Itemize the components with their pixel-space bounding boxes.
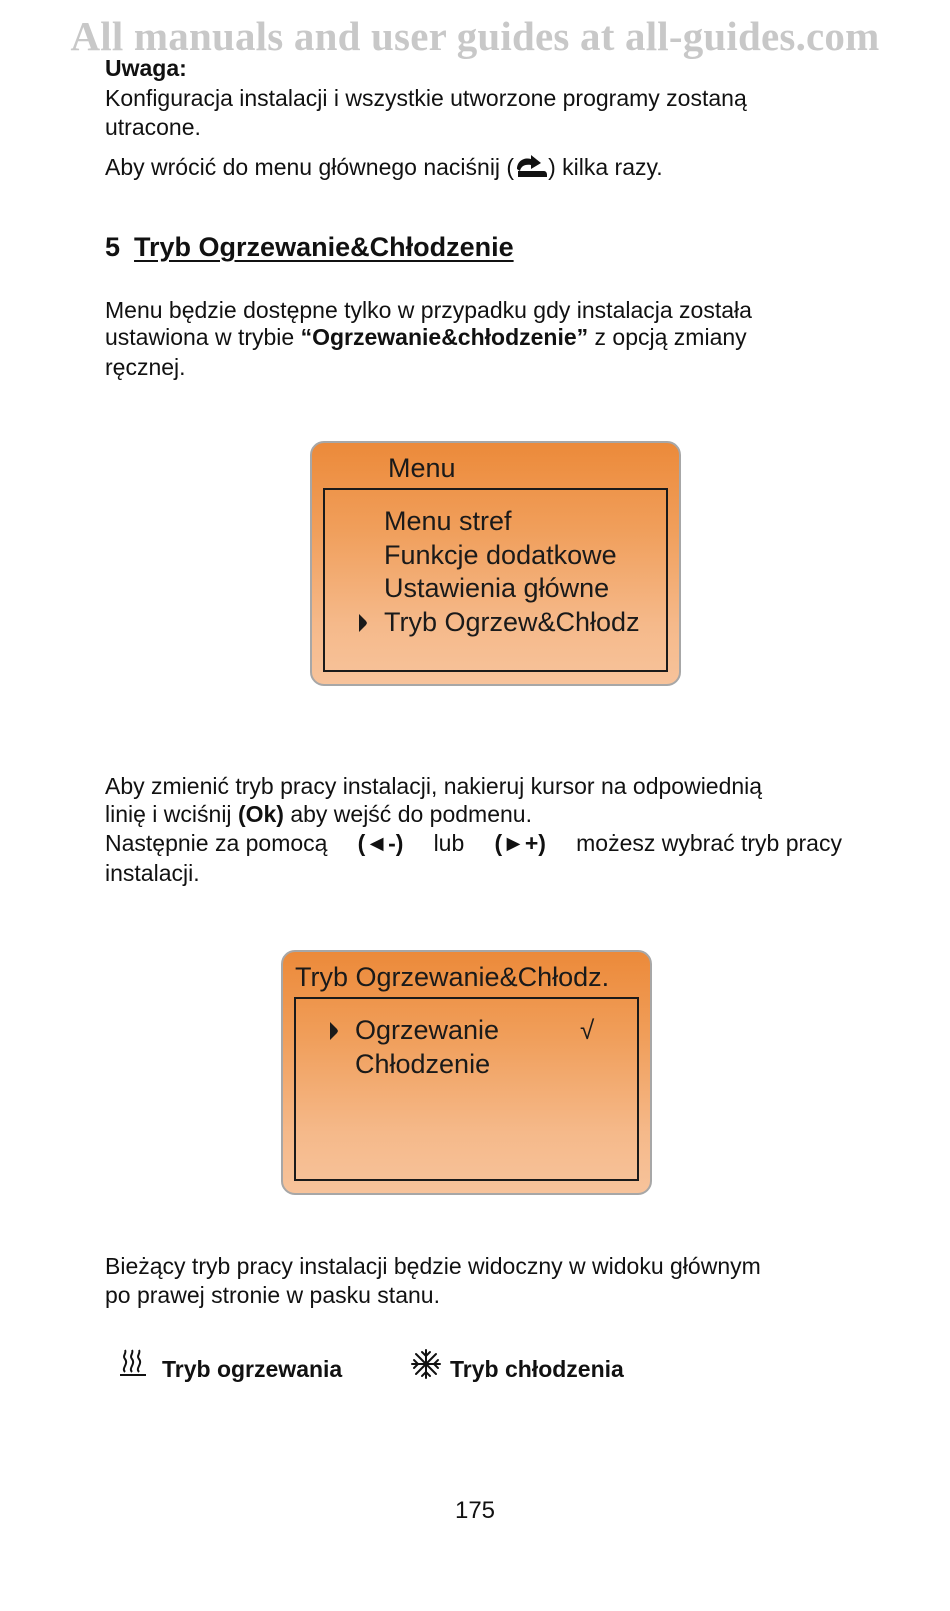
checkmark-icon: √ — [580, 1015, 595, 1045]
lcd-menu-title: Menu — [388, 453, 456, 483]
note-line-2: utracone. — [105, 114, 201, 140]
lcd-mode-title: Tryb Ogrzewanie&Chłodz. — [295, 962, 610, 992]
return-arrow-icon — [514, 155, 548, 186]
instructions-line-2-pre: linię i wciśnij — [105, 801, 238, 827]
cooling-mode-label: Tryb chłodzenia — [450, 1356, 624, 1382]
note-title: Uwaga: — [105, 55, 187, 81]
instructions-line-3-pre: Następnie za pomocą — [105, 830, 328, 856]
heating-icon — [118, 1348, 148, 1378]
lcd-menu-screen — [310, 441, 681, 686]
intro-line-2-bold: “Ogrzewanie&chłodzenie” — [300, 324, 589, 350]
cursor-icon — [327, 1021, 341, 1041]
intro-line-2-pre: ustawiona w trybie — [105, 324, 301, 350]
intro-line-3: ręcznej. — [105, 354, 186, 380]
note-back-post: ) kilka razy. — [548, 154, 663, 180]
instructions-line-3-mid: lub — [433, 830, 465, 856]
watermark: All manuals and user guides at all-guides.com — [70, 13, 880, 59]
heating-mode-label: Tryb ogrzewania — [162, 1356, 343, 1382]
instructions-line-1: Aby zmienić tryb pracy instalacji, nakieruj kursor na odpowiednią — [105, 773, 763, 799]
lcd-menu-item: Funkcje dodatkowe — [384, 540, 617, 570]
lcd-mode-item-selected: Ogrzewanie — [355, 1015, 500, 1045]
section-title: Tryb Ogrzewanie&Chłodzenie — [134, 232, 514, 262]
cursor-icon — [356, 613, 370, 633]
lcd-mode-item: Chłodzenie — [355, 1049, 491, 1079]
right-plus-key-label: (►+) — [494, 830, 546, 856]
instructions-line-2-post: aby wejść do podmenu. — [283, 801, 532, 827]
status-line-1: Bieżący tryb pracy instalacji będzie widoczny w widoku głównym — [105, 1253, 761, 1279]
lcd-mode-screen — [281, 950, 652, 1195]
instructions-line-2 — [105, 799, 532, 829]
note-back-instruction — [105, 152, 663, 186]
lcd-menu-item: Menu stref — [384, 506, 512, 536]
snowflake-icon — [410, 1348, 442, 1380]
status-line-2: po prawej stronie w pasku stanu. — [105, 1282, 440, 1308]
section-heading — [105, 232, 514, 263]
section-number: 5 — [105, 232, 121, 262]
intro-line-2 — [105, 322, 747, 352]
lcd-menu-item-selected: Tryb Ogrzew&Chłodz — [384, 607, 640, 637]
page-number: 175 — [454, 1497, 496, 1524]
instructions-line-4: instalacji. — [105, 860, 200, 886]
note-line-1: Konfiguracja instalacji i wszystkie utworzone programy zostaną — [105, 85, 747, 111]
instructions-line-3 — [105, 828, 842, 858]
ok-key-label: (Ok) — [237, 801, 284, 827]
intro-line-1: Menu będzie dostępne tylko w przypadku gdy instalacja została — [105, 297, 752, 323]
lcd-menu-item: Ustawienia główne — [384, 573, 610, 603]
left-minus-key-label: (◄-) — [357, 830, 404, 856]
intro-line-2-post: z opcją zmiany — [588, 324, 747, 350]
note-back-pre: Aby wrócić do menu głównego naciśnij ( — [105, 154, 515, 180]
instructions-line-3-post: możesz wybrać tryb pracy — [576, 830, 842, 856]
